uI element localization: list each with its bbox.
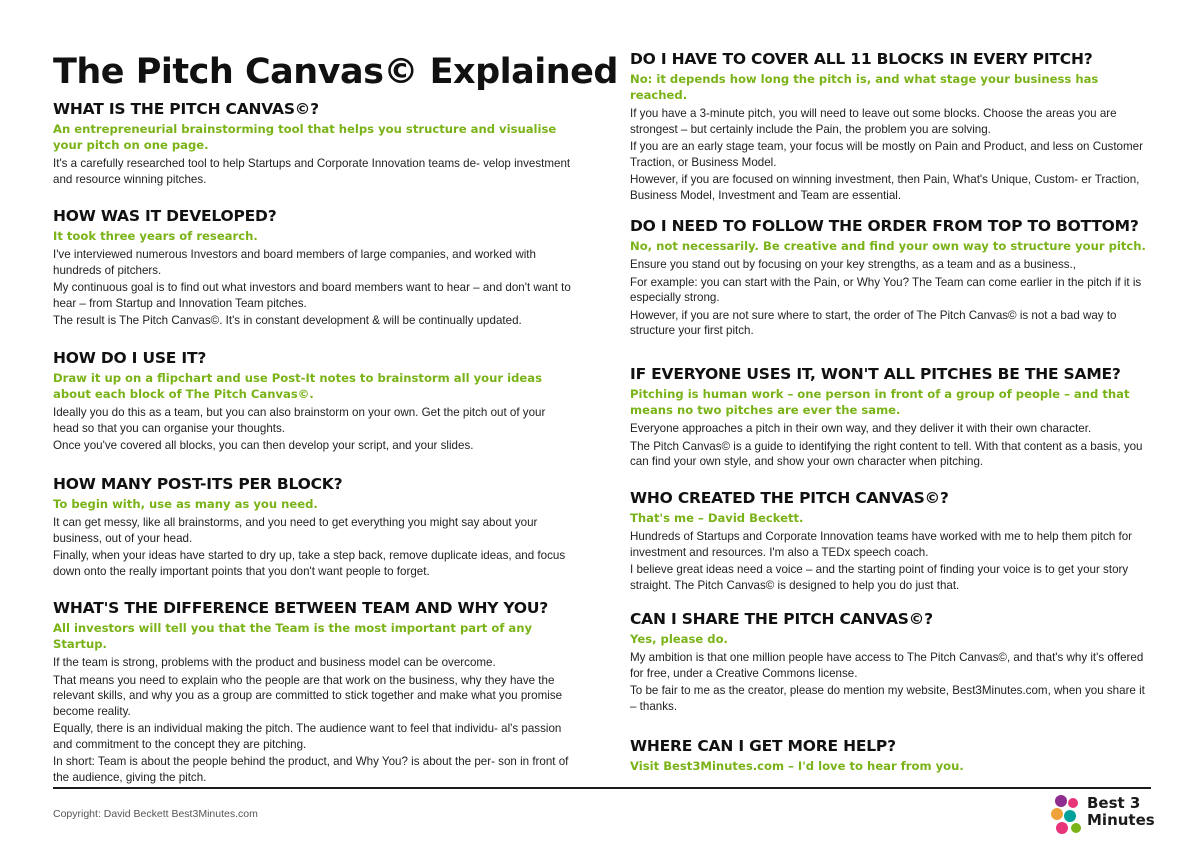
section-answer: Yes, please do. [630,632,728,646]
section-heading: DO I NEED TO FOLLOW THE ORDER FROM TOP TO BOTTOM? [630,217,1139,235]
section-heading: WHO CREATED THE PITCH CANVAS©? [630,489,949,507]
paragraph: If you are an early stage team, your focus will be mostly on Pain and Product, and less on Customer Traction, or Business Model. [630,140,1143,169]
section-answer: It took three years of research. [53,229,258,243]
section-developed [53,207,573,331]
paragraph: Finally, when your ideas have started to dry up, take a step back, remove duplicate ideas, and focus down onto the really important points that you don't want people to forget. [53,549,566,578]
logo-text [1087,795,1155,829]
paragraph: I believe great ideas need a voice – and the starting point of finding your voice is to get your story straight. The Pitch Canvas© is designed to help you do just that. [630,563,1129,592]
section-answer: An entrepreneurial brainstorming tool that helps you structure and visualise your pitch on one page. [53,122,557,152]
section-heading: HOW WAS IT DEVELOPED? [53,207,277,225]
paragraph: Hundreds of Startups and Corporate Innovation teams have worked with me to help them pitch for investment and resources. I'm also a TEDx speech coach. [630,530,1133,559]
section-order [630,217,1152,341]
paragraph: My ambition is that one million people have access to The Pitch Canvas©, and that's why it's offered for free, under a Creative Commons license. [630,651,1144,680]
logo-line-2: Minutes [1087,811,1155,829]
paragraph: The result is The Pitch Canvas©. It's in constant development & will be continually updated. [53,314,522,327]
paragraph: My continuous goal is to find out what investors and board members want to hear – and don't want to hear – from Startup and Innovation Team pitches. [53,281,571,310]
paragraph: Equally, there is an individual making the pitch. The audience want to feel that individu- al's passion and commitment to the concept they are pitching. [53,722,562,751]
paragraph: Ensure you stand out by focusing on your key strengths, as a team and as a business., [630,258,1076,271]
section-answer: All investors will tell you that the Team is the most important part of any Startup. [53,621,533,651]
paragraph: I've interviewed numerous Investors and board members of large companies, and worked with hundreds of pitchers. [53,248,536,277]
section-heading: CAN I SHARE THE PITCH CANVAS©? [630,610,933,628]
section-cover-all-blocks [630,50,1152,205]
paragraph: Ideally you do this as a team, but you can also brainstorm on your own. Get the pitch out of your head so that you can organise your thoughts. [53,406,546,435]
section-more-help [630,737,1152,777]
section-answer: That's me – David Beckett. [630,511,804,525]
paragraph: Once you've covered all blocks, you can then develop your script, and your slides. [53,439,474,452]
page-title: The Pitch Canvas© Explained [53,52,618,92]
copyright-text: Copyright: David Beckett Best3Minutes.com [53,808,258,820]
paragraph: It can get messy, like all brainstorms, and you need to get everything you might say about your business, out of your head. [53,516,538,545]
section-share [630,610,1152,716]
section-heading: WHAT'S THE DIFFERENCE BETWEEN TEAM AND WHY YOU? [53,599,549,617]
section-heading: IF EVERYONE USES IT, WON'T ALL PITCHES BE THE SAME? [630,365,1121,383]
paragraph: In short: Team is about the people behind the product, and Why You? is about the per- son in front of the audience, giving the pitch. [53,755,569,784]
section-answer: Visit Best3Minutes.com – I'd love to hear from you. [630,759,964,773]
section-heading: WHERE CAN I GET MORE HELP? [630,737,896,755]
section-heading: WHAT IS THE PITCH CANVAS©? [53,100,319,118]
section-answer: Pitching is human work – one person in front of a group of people – and that means no two pitches are ever the same. [630,387,1130,417]
section-post-its [53,475,573,581]
section-who-created [630,489,1152,595]
section-team-why-you [53,599,573,787]
section-same-pitches [630,365,1152,472]
section-heading: DO I HAVE TO COVER ALL 11 BLOCKS IN EVERY PITCH? [630,50,1093,68]
paragraph: The Pitch Canvas© is a guide to identifying the right content to tell. With that content as a basis, you can find your own style, and show your own character when pitching. [630,439,1143,468]
section-heading: HOW MANY POST-ITS PER BLOCK? [53,475,343,493]
paragraph: It's a carefully researched tool to help Startups and Corporate Innovation teams de- velop investment and resource winning pitches. [53,157,571,186]
section-answer: Draw it up on a flipchart and use Post-It notes to brainstorm all your ideas about each block of The Pitch Canvas©. [53,371,542,401]
paragraph: Everyone approaches a pitch in their own way, and they deliver it with their own character. [630,422,1092,435]
section-heading: HOW DO I USE IT? [53,349,207,367]
paragraph: However, if you are not sure where to start, the order of The Pitch Canvas© is not a bad way to structure your first pitch. [630,308,1117,337]
section-answer: No: it depends how long the pitch is, and what stage your business has reached. [630,72,1099,102]
section-answer: To begin with, use as many as you need. [53,497,318,511]
footer-divider [53,787,1151,789]
section-what-is [53,100,573,189]
paragraph: For example: you can start with the Pain, or Why You? The Team can come earlier in the pitch if it is especially strong. [630,275,1142,304]
paragraph: That means you need to explain who the people are that work on the business, why they have the relevant skills, and why you as a group are committed to stick together and make what you promise become reality. [53,673,563,718]
section-how-use [53,349,573,456]
section-answer: No, not necessarily. Be creative and find your own way to structure your pitch. [630,239,1146,253]
paragraph: If the team is strong, problems with the product and business model can be overcome. [53,656,496,669]
logo-line-1: Best 3 [1087,794,1141,812]
paragraph: However, if you are focused on winning investment, then Pain, What's Unique, Custom- er Traction, Business Model, Investment and Team are essential. [630,173,1140,202]
paragraph: If you have a 3-minute pitch, you will need to leave out some blocks. Choose the areas you are strongest – but certainly include the Pain, the problem you are solving. [630,107,1117,136]
paragraph: To be fair to me as the creator, please do mention my website, Best3Minutes.com, when you share it – thanks. [630,684,1145,713]
